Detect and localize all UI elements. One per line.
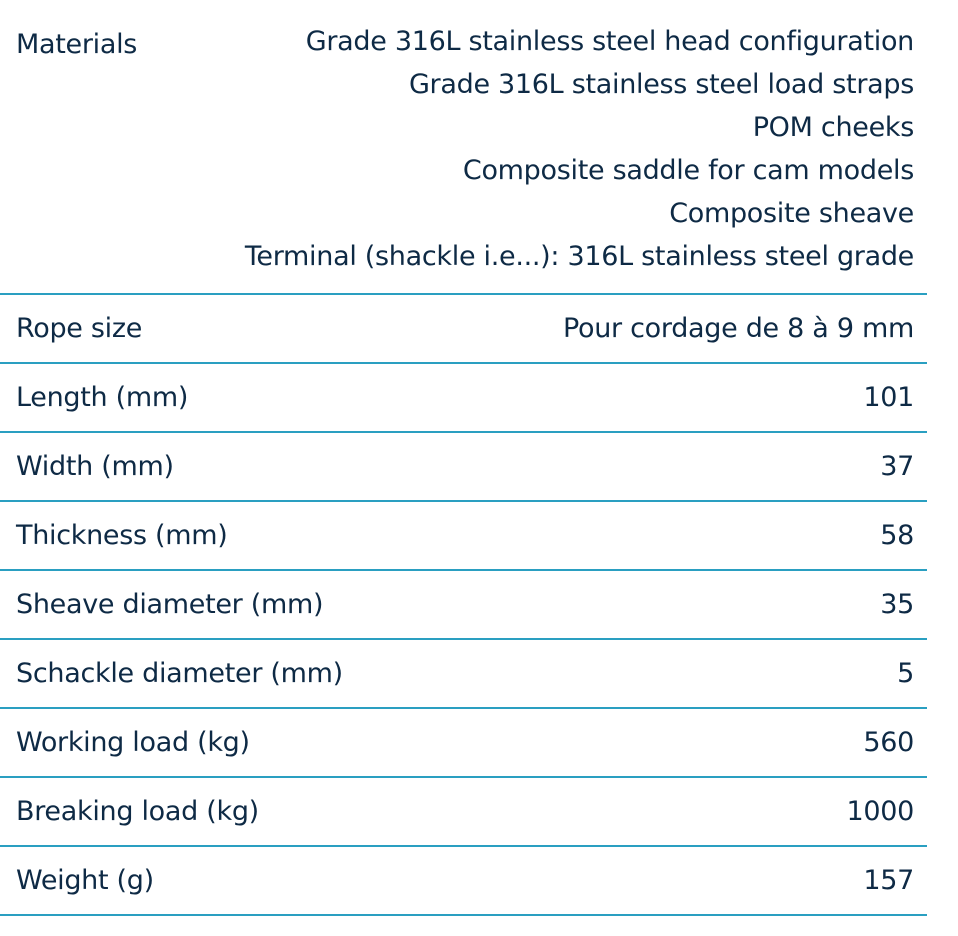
spec-row-sheave-diameter [0,571,927,640]
spec-row-breaking-load [0,778,927,847]
spec-label: Working load (kg) [16,727,250,758]
spec-value: 1000 [846,796,914,827]
spec-label: Rope size [16,313,143,344]
spec-value: 101 [863,382,914,413]
materials-line: Composite saddle for cam models [462,155,914,186]
spec-label: Width (mm) [16,451,174,482]
spec-row-thickness [0,502,927,571]
spec-value: 35 [880,589,914,620]
materials-line: Composite sheave [669,198,914,229]
spec-value: 37 [880,451,914,482]
spec-row-rope-size [0,295,927,364]
spec-row-length [0,364,927,433]
materials-line: Grade 316L stainless steel load straps [408,69,914,100]
spec-value: 560 [863,727,914,758]
spec-label: Schackle diameter (mm) [16,658,343,689]
spec-row-shackle-diameter [0,640,927,709]
spec-value: 5 [897,658,914,689]
spec-value: 58 [880,520,914,551]
materials-line: Terminal (shackle i.e...): 316L stainless steel grade [244,241,914,272]
spec-value: Pour cordage de 8 à 9 mm [562,313,914,344]
spec-row-weight [0,847,927,916]
spec-label: Sheave diameter (mm) [16,589,324,620]
spec-row-materials [0,20,927,295]
spec-value: 157 [863,865,914,896]
spec-row-working-load [0,709,927,778]
spec-label: Breaking load (kg) [16,796,259,827]
materials-line: POM cheeks [752,112,914,143]
spec-row-width [0,433,927,502]
spec-table [0,20,927,916]
materials-value-list [245,20,914,278]
spec-label: Materials [16,29,138,60]
spec-label: Length (mm) [16,382,189,413]
spec-label: Thickness (mm) [16,520,228,551]
spec-label: Weight (g) [16,865,154,896]
materials-line: Grade 316L stainless steel head configuration [305,26,914,57]
